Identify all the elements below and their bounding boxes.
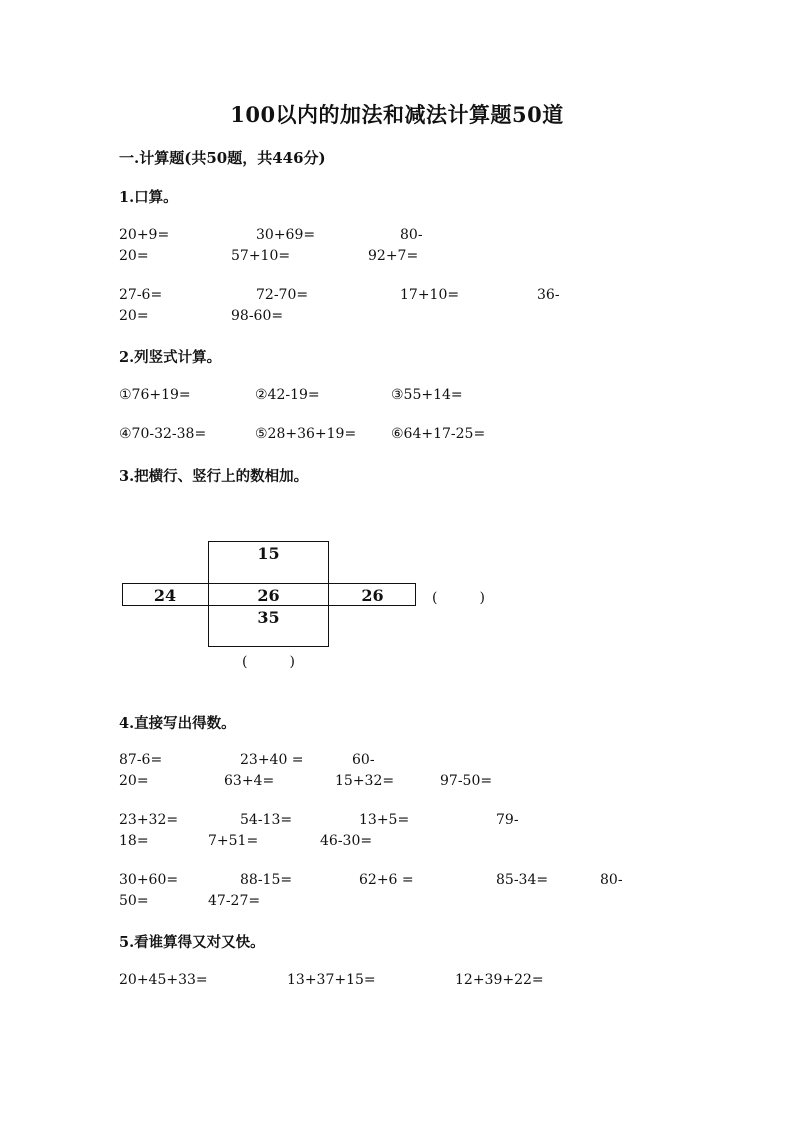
list-item: 13+37+15=	[287, 972, 376, 988]
list-item: 72-70=	[256, 287, 309, 303]
list-item: 92+7=	[368, 248, 419, 264]
list-item: 20+45+33=	[119, 972, 208, 988]
list-item: 46-30=	[320, 833, 373, 849]
question-5-heading: 5.看谁算得又对又快。	[119, 934, 265, 951]
list-item: 60-	[352, 752, 375, 768]
question-2-heading: 2.列竖式计算。	[119, 349, 222, 366]
list-item: 20=	[119, 308, 149, 324]
list-item: 98-60=	[231, 308, 284, 324]
list-item: 15+32=	[335, 773, 395, 789]
list-item: 12+39+22=	[455, 972, 544, 988]
list-item: 85-34=	[496, 872, 549, 888]
list-item: ①76+19=	[119, 387, 191, 403]
list-item: 80-	[400, 227, 423, 243]
row-answer-blank[interactable]: ( )	[432, 590, 485, 606]
list-item: ③55+14=	[391, 387, 463, 403]
list-item: 63+4=	[224, 773, 275, 789]
list-item: 20=	[119, 248, 149, 264]
question-3-heading: 3.把横行、竖行上的数相加。	[119, 468, 309, 485]
list-item: 13+5=	[359, 812, 410, 828]
column-answer-blank[interactable]: ( )	[242, 654, 295, 670]
list-item: 23+32=	[119, 812, 179, 828]
list-item: 62+6 =	[359, 872, 414, 888]
list-item: 20+9=	[119, 227, 170, 243]
list-item: 97-50=	[440, 773, 493, 789]
list-item: 20=	[119, 773, 149, 789]
list-item: 30+69=	[256, 227, 316, 243]
section-heading: 一.计算题(共50题，共446分)	[119, 149, 326, 167]
list-item: 87-6=	[119, 752, 163, 768]
question-1-heading: 1.口算。	[119, 189, 178, 206]
list-item: 27-6=	[119, 287, 163, 303]
list-item: 79-	[496, 812, 519, 828]
list-item: 57+10=	[231, 248, 291, 264]
left-number: 24	[153, 586, 177, 605]
list-item: ⑥64+17-25=	[391, 426, 486, 442]
list-item: 47-27=	[208, 893, 261, 909]
page-title: 100以内的加法和减法计算题50道	[230, 102, 564, 127]
list-item: 36-	[537, 287, 560, 303]
list-item: 18=	[119, 833, 149, 849]
center-number: 26	[257, 586, 280, 605]
list-item: 30+60=	[119, 872, 179, 888]
right-number: 26	[361, 586, 384, 605]
list-item: ④70-32-38=	[119, 426, 207, 442]
list-item: 23+40 =	[240, 752, 304, 768]
top-number: 15	[257, 544, 280, 563]
list-item: ②42-19=	[255, 387, 320, 403]
list-item: 7+51=	[208, 833, 259, 849]
list-item: 80-	[600, 872, 623, 888]
list-item: 88-15=	[240, 872, 293, 888]
bottom-number: 35	[257, 608, 280, 627]
question-4-heading: 4.直接写出得数。	[119, 715, 236, 732]
list-item: 50=	[119, 893, 149, 909]
list-item: ⑤28+36+19=	[255, 426, 357, 442]
list-item: 17+10=	[400, 287, 460, 303]
list-item: 54-13=	[240, 812, 293, 828]
